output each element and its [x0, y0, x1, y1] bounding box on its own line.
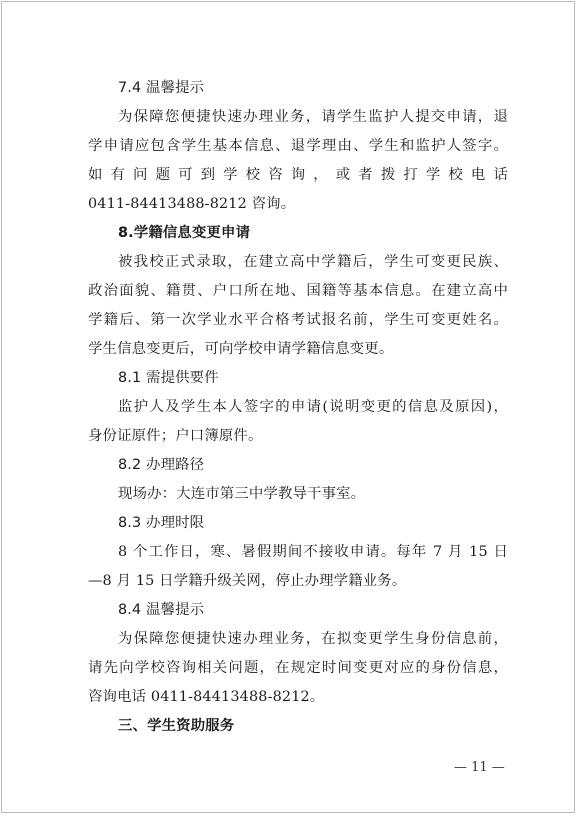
section-heading-8: 8.学籍信息变更申请 — [118, 225, 251, 241]
paragraph-line: 请先向学校咨询相关问题，在规定时间变更对应的身份信息， — [88, 660, 508, 676]
section-heading-7-4: 7.4 温馨提示 — [118, 80, 205, 96]
paragraph-line: —8 月 15 日学籍升级关网，停止办理学籍业务。 — [88, 573, 407, 589]
paragraph-line: 咨询电话 0411-84413488-8212。 — [88, 689, 325, 705]
paragraph-line: 监护人及学生本人签字的申请(说明变更的信息及原因)， — [118, 399, 508, 415]
paragraph-line: 现场办：大连市第三中学教导干事室。 — [118, 486, 366, 502]
section-heading-8-3: 8.3 办理时限 — [118, 515, 205, 531]
section-heading-8-1: 8.1 需提供要件 — [118, 370, 219, 386]
section-heading-8-4: 8.4 温馨提示 — [118, 602, 205, 618]
paragraph-line: 0411-84413488-8212 咨询。 — [88, 196, 296, 212]
section-heading-8-2: 8.2 办理路径 — [118, 457, 205, 473]
paragraph-line: 8 个工作日，寒、暑假期间不接收申请。每年 7 月 15 日 — [118, 544, 508, 560]
paragraph-line: 学籍后、第一次学业水平合格考试报名前，学生可变更姓名。 — [88, 312, 508, 328]
page-number: — 11 — — [454, 760, 505, 775]
paragraph-line: 学申请应包含学生基本信息、退学理由、学生和监护人签字。 — [88, 138, 508, 154]
paragraph-line: 身份证原件；户口簿原件。 — [88, 428, 263, 444]
paragraph-line: 为保障您便捷快速办理业务，在拟变更学生身份信息前， — [118, 631, 508, 647]
paragraph-line: 如有问题可到学校咨询，或者拨打学校电话 — [88, 167, 508, 183]
document-page — [1, 1, 575, 813]
paragraph-line: 为保障您便捷快速办理业务，请学生监护人提交申请，退 — [118, 109, 508, 125]
section-heading-3: 三、学生资助服务 — [118, 718, 235, 734]
paragraph-line: 学生信息变更后，可向学校申请学籍信息变更。 — [88, 341, 394, 357]
paragraph-line: 被我校正式录取，在建立高中学籍后，学生可变更民族、 — [118, 254, 508, 270]
paragraph-line: 政治面貌、籍贯、户口所在地、国籍等基本信息。在建立高中 — [88, 283, 508, 299]
